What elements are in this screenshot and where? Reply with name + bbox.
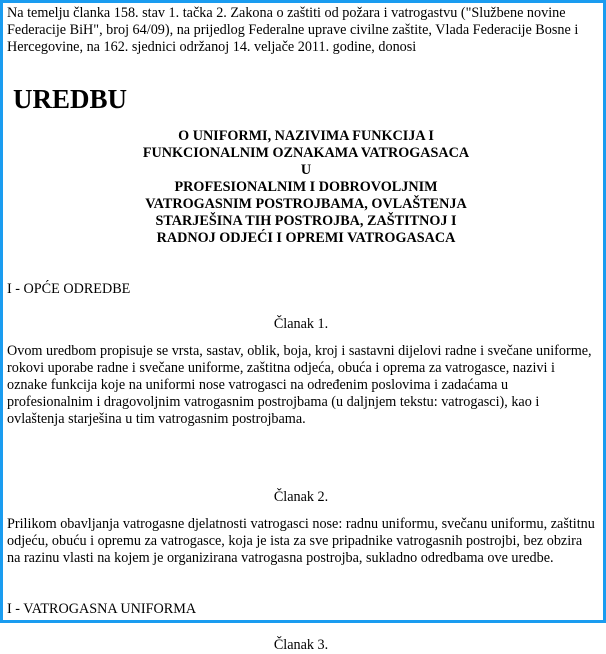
article-1-text: Ovom uredbom propisuje se vrsta, sastav, oblik, boja, kroj i sastavni dijelovi radne i svečane uniforme, rokovi uporabe radne i svečane uniforme, zaštitna odjeća, obuća i oprema za vatrogasce, nazivi i oznake funkcija koje na uniformi nose vatrogasci na određenim poslovima i zadaćama u profesionalnim i dragovoljnim vatrogasnim postrojbama (u daljnjem tekstu: vatrogasci), kao i ovlaštenja starješina u tim vatrogasnim postrojbama. [7, 343, 592, 427]
document-subtitle [141, 128, 471, 247]
subtitle-line: STARJEŠINA TIH POSTROJBA, ZAŠTITNOJ I [155, 213, 457, 229]
subtitle-line: PROFESIONALNIM I DOBROVOLJNIM [174, 179, 438, 195]
subtitle-line: FUNKCIONALNIM OZNAKAMA VATROGASACA U [142, 145, 470, 178]
article-2-text: Prilikom obavljanja vatrogasne djelatnosti vatrogasci nose: radnu uniformu, svečanu uniformu, zaštitnu odjeću, obuću i opremu za vatrogasce, koja je ista za sve pripadnike vatrogasnih postrojbi, bez obzira na razinu vlasti na kojem je organizirana vatrogasna postrojba, sukladno odredbama ove uredbe. [7, 516, 595, 566]
article-3-heading: Članak 3. [273, 637, 329, 653]
document-title: UREDBU [13, 84, 128, 114]
subtitle-line: VATROGASNIM POSTROJBAMA, OVLAŠTENJA [145, 196, 467, 212]
preamble-text: Na temelju članka 158. stav 1. tačka 2. Zakona o zaštiti od požara i vatrogastvu ("Službene novine Federacije BiH", broj 64/09), na prijedlog Federalne uprave civilne zaštite, Vlada Federacije Bosne i Hercegovine, na 162. sjednici održanoj 14. veljače 2011. godine, donosi [7, 5, 579, 55]
subtitle-line: O UNIFORMI, NAZIVIMA FUNKCIJA I [178, 128, 434, 144]
document-body [7, 5, 595, 654]
article-1-heading: Članak 1. [273, 316, 329, 332]
section-heading-general: I - OPĆE ODREDBE [7, 281, 131, 297]
article-2-heading: Članak 2. [273, 489, 329, 505]
section-heading-uniform: I - VATROGASNA UNIFORMA [7, 601, 197, 617]
subtitle-line: RADNOJ ODJEĆI I OPREMI VATROGASACA [156, 230, 456, 246]
